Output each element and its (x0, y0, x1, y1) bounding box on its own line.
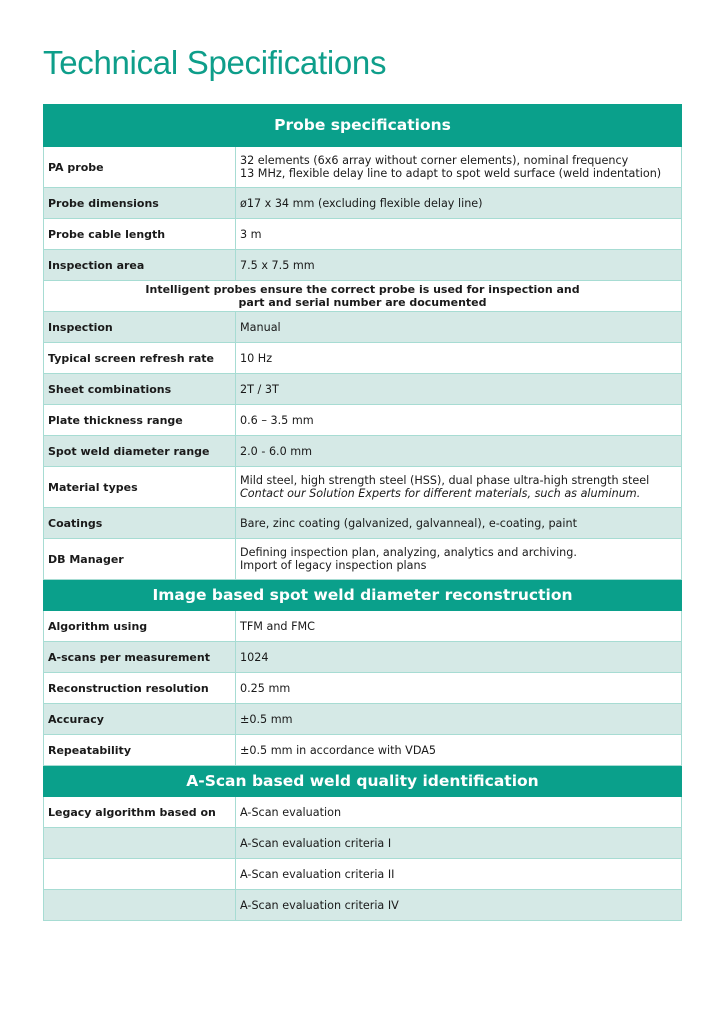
spec-value-line: 32 elements (6x6 array without corner elements), nominal frequency (240, 154, 629, 167)
spec-label: Algorithm using (44, 611, 236, 642)
spec-label: Repeatability (44, 735, 236, 766)
section-title: Probe specifications (44, 105, 682, 147)
spec-label: DB Manager (44, 539, 236, 580)
spec-row-pa-probe (44, 147, 682, 188)
spec-row-accuracy (44, 704, 682, 735)
spec-row-criteria-1 (44, 828, 682, 859)
spec-value: Manual (236, 312, 682, 343)
spec-row-sheet-combinations (44, 374, 682, 405)
spec-label: Sheet combinations (44, 374, 236, 405)
spec-label: Inspection (44, 312, 236, 343)
spec-value: 0.25 mm (236, 673, 682, 704)
intelligent-probe-note (44, 281, 682, 312)
spec-value: 2.0 - 6.0 mm (236, 436, 682, 467)
spec-value: ±0.5 mm (236, 704, 682, 735)
spec-label (44, 859, 236, 890)
spec-value (236, 147, 682, 188)
spec-label: Material types (44, 467, 236, 508)
intelligent-probe-note-row (44, 281, 682, 312)
spec-value-line: Defining inspection plan, analyzing, analytics and archiving. (240, 546, 577, 559)
section-header-probe (44, 105, 682, 147)
section-header-ascan (44, 766, 682, 797)
spec-label (44, 828, 236, 859)
spec-row-plate-thickness (44, 405, 682, 436)
spec-row-reconstruction-resolution (44, 673, 682, 704)
spec-value: 7.5 x 7.5 mm (236, 250, 682, 281)
page-title: Technical Specifications (43, 44, 387, 81)
spec-label: Reconstruction resolution (44, 673, 236, 704)
spec-row-algorithm (44, 611, 682, 642)
spec-row-criteria-4 (44, 890, 682, 921)
spec-value: 3 m (236, 219, 682, 250)
spec-row-ascans-per-measurement (44, 642, 682, 673)
spec-label (44, 890, 236, 921)
spec-value: ø17 x 34 mm (excluding flexible delay line) (236, 188, 682, 219)
spec-value: Bare, zinc coating (galvanized, galvanneal), e-coating, paint (236, 508, 682, 539)
spec-value: A-Scan evaluation criteria II (236, 859, 682, 890)
spec-value (236, 539, 682, 580)
note-line: part and serial number are documented (238, 296, 487, 309)
spec-row-inspection-area (44, 250, 682, 281)
spec-label: Inspection area (44, 250, 236, 281)
spec-value: ±0.5 mm in accordance with VDA5 (236, 735, 682, 766)
section-title: A-Scan based weld quality identification (44, 766, 682, 797)
specifications-table (43, 104, 682, 921)
spec-value-line: 13 MHz, flexible delay line to adapt to spot weld surface (weld indentation) (240, 167, 662, 180)
spec-row-probe-cable-length (44, 219, 682, 250)
spec-label: Probe cable length (44, 219, 236, 250)
spec-row-db-manager (44, 539, 682, 580)
spec-value: 0.6 – 3.5 mm (236, 405, 682, 436)
section-header-image-based (44, 580, 682, 611)
spec-value: A-Scan evaluation (236, 797, 682, 828)
spec-row-probe-dimensions (44, 188, 682, 219)
spec-row-inspection (44, 312, 682, 343)
spec-value: 2T / 3T (236, 374, 682, 405)
spec-value: TFM and FMC (236, 611, 682, 642)
spec-row-repeatability (44, 735, 682, 766)
spec-label: Typical screen refresh rate (44, 343, 236, 374)
section-title: Image based spot weld diameter reconstruction (44, 580, 682, 611)
spec-value (236, 467, 682, 508)
spec-value: A-Scan evaluation criteria I (236, 828, 682, 859)
spec-value-note: Contact our Solution Experts for different materials, such as aluminum. (240, 487, 641, 500)
spec-label: Plate thickness range (44, 405, 236, 436)
spec-row-spot-weld-diameter (44, 436, 682, 467)
spec-label: Coatings (44, 508, 236, 539)
spec-row-legacy-algorithm (44, 797, 682, 828)
spec-row-coatings (44, 508, 682, 539)
spec-label: Probe dimensions (44, 188, 236, 219)
note-line: Intelligent probes ensure the correct probe is used for inspection and (145, 283, 580, 296)
spec-row-screen-refresh-rate (44, 343, 682, 374)
spec-label: A-scans per measurement (44, 642, 236, 673)
spec-row-material-types (44, 467, 682, 508)
spec-value: 1024 (236, 642, 682, 673)
spec-row-criteria-2 (44, 859, 682, 890)
spec-label: Spot weld diameter range (44, 436, 236, 467)
spec-label: Accuracy (44, 704, 236, 735)
spec-value-line: Import of legacy inspection plans (240, 559, 427, 572)
spec-value: 10 Hz (236, 343, 682, 374)
spec-label: PA probe (44, 147, 236, 188)
spec-value-line: Mild steel, high strength steel (HSS), dual phase ultra-high strength steel (240, 474, 650, 487)
spec-value: A-Scan evaluation criteria IV (236, 890, 682, 921)
spec-label: Legacy algorithm based on (44, 797, 236, 828)
